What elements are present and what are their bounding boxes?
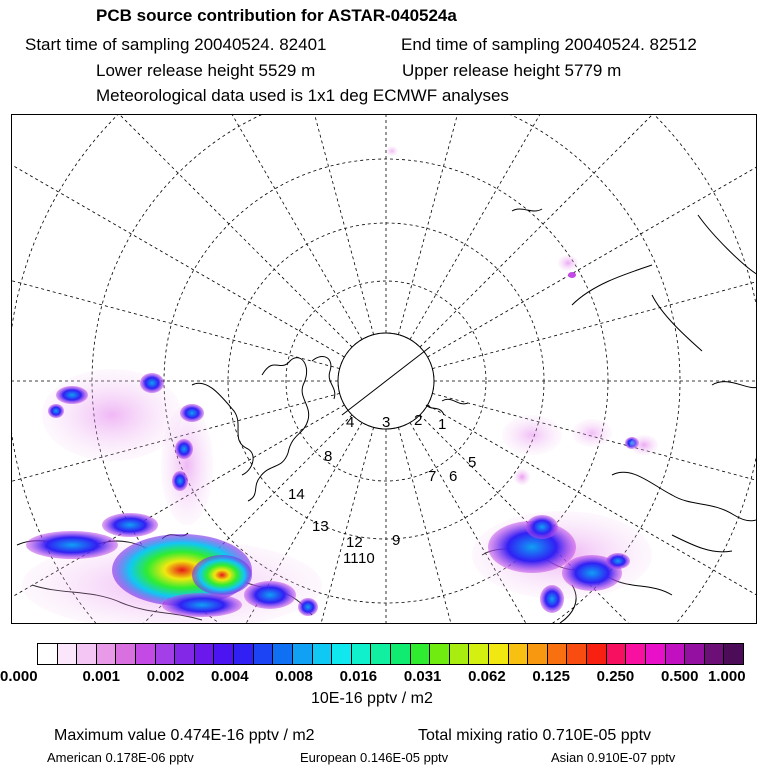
color-scale-cell <box>194 644 214 664</box>
legend-unit: 10E-16 pptv / m2 <box>311 690 433 707</box>
color-scale-bar <box>37 643 744 665</box>
color-scale-cell <box>57 644 77 664</box>
traj-label-6: 6 <box>449 468 458 485</box>
traj-label-9: 9 <box>392 532 401 549</box>
color-scale-cell <box>429 644 449 664</box>
color-scale-cell <box>96 644 116 664</box>
scale-tick-label: 0.002 <box>146 668 185 685</box>
met-data-label: Meteorological data used is 1x1 deg ECMWF analyses <box>96 86 509 105</box>
traj-label-13: 13 <box>312 518 329 535</box>
map-title: PCB source contribution for ASTAR-040524a <box>96 6 457 25</box>
color-scale-cell <box>606 644 626 664</box>
traj-label-14: 14 <box>288 486 305 503</box>
meridian-line <box>12 115 344 357</box>
color-scale-cell <box>488 644 508 664</box>
color-scale-cell <box>213 644 233 664</box>
color-scale-cell <box>331 644 351 664</box>
scale-tick-label: 0.000 <box>0 668 38 685</box>
traj-label-4: 4 <box>346 414 355 431</box>
traj-label-11: 11 <box>343 550 359 567</box>
traj-label-1: 1 <box>438 416 447 433</box>
color-scale-cell <box>253 644 273 664</box>
traj-label-3: 3 <box>382 414 391 431</box>
map-canvas <box>12 115 757 624</box>
polar-map <box>11 114 757 624</box>
scale-tick-label: 0.062 <box>468 668 506 685</box>
color-scale-cell <box>370 644 390 664</box>
upper-height-label: Upper release height 5779 m <box>402 61 622 80</box>
meridian-line <box>398 115 541 335</box>
traj-label-12: 12 <box>346 534 363 551</box>
color-scale-cell <box>645 644 665 664</box>
scale-tick-label: 0.016 <box>339 668 378 685</box>
color-scale-cell <box>351 644 371 664</box>
color-scale-cell <box>586 644 606 664</box>
max-value-label: Maximum value 0.474E-16 pptv / m2 <box>54 727 315 744</box>
meridian-line <box>428 115 757 357</box>
footprint-field <box>22 146 658 624</box>
asian-contribution: Asian 0.910E-07 pptv <box>551 750 676 765</box>
color-scale-cell <box>625 644 645 664</box>
color-scale-cell <box>135 644 155 664</box>
traj-label-2: 2 <box>414 412 423 429</box>
color-scale-cell <box>665 644 685 664</box>
scale-tick-label: 0.001 <box>82 668 121 685</box>
scale-tick-label: 0.500 <box>660 668 699 685</box>
traj-label-8: 8 <box>324 448 333 465</box>
traj-label-5: 5 <box>468 454 477 471</box>
scale-tick-label: 1.000 <box>708 668 746 685</box>
color-scale-cell <box>292 644 312 664</box>
color-scale-cell <box>684 644 704 664</box>
trajectory-labels <box>288 412 476 567</box>
color-scale-cell <box>547 644 567 664</box>
american-contribution: American 0.178E-06 pptv <box>47 750 194 765</box>
color-scale-cell <box>410 644 430 664</box>
color-scale-cell <box>390 644 410 664</box>
meridian-line <box>86 115 362 339</box>
scale-tick-label: 0.125 <box>532 668 570 685</box>
color-scale-cell <box>272 644 292 664</box>
start-time-label: Start time of sampling 20040524. 82401 <box>25 35 327 54</box>
color-scale-cell <box>233 644 253 664</box>
end-time-label: End time of sampling 20040524. 82512 <box>401 35 697 54</box>
total-mixing-label: Total mixing ratio 0.710E-05 pptv <box>418 727 652 744</box>
color-scale-cell <box>155 644 175 664</box>
meridian-line <box>231 115 374 335</box>
color-scale-cell <box>76 644 96 664</box>
color-scale-cell <box>115 644 135 664</box>
scale-tick-label: 0.004 <box>211 668 249 685</box>
color-scale-cell <box>704 644 724 664</box>
european-contribution: European 0.146E-05 pptv <box>300 750 449 765</box>
meridian-line <box>420 115 757 347</box>
color-scale-cell <box>468 644 488 664</box>
color-scale-cell <box>527 644 547 664</box>
color-scale-cell <box>723 644 743 664</box>
traj-label-7: 7 <box>428 468 437 485</box>
color-scale-cell <box>508 644 528 664</box>
color-scale-cell <box>449 644 469 664</box>
meridian-line <box>12 115 352 347</box>
traj-label-10: 10 <box>358 550 375 567</box>
scale-tick-label: 0.250 <box>596 668 635 685</box>
meridian-line <box>12 226 340 369</box>
scale-tick-label: 0.031 <box>403 668 442 685</box>
lower-height-label: Lower release height 5529 m <box>96 61 316 80</box>
scale-tick-label: 0.008 <box>275 668 313 685</box>
color-scale-cell <box>38 644 57 664</box>
color-scale-cell <box>312 644 332 664</box>
meridian-line <box>432 226 757 369</box>
color-scale-cell <box>566 644 586 664</box>
color-scale-cell <box>174 644 194 664</box>
